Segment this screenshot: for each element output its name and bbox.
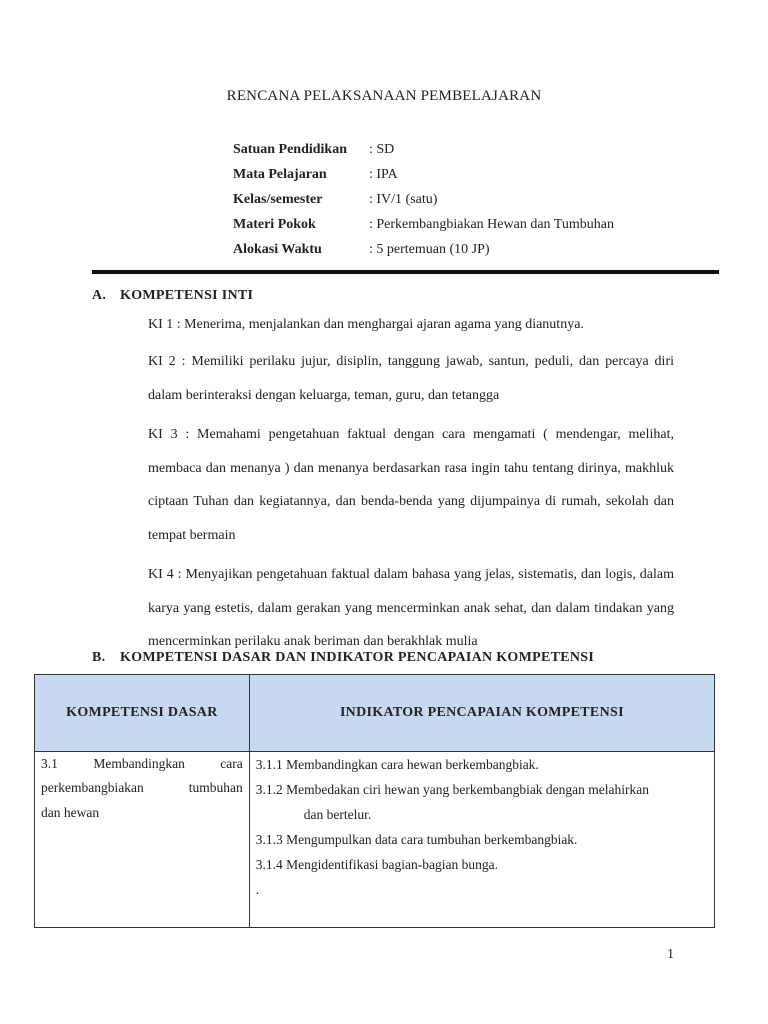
kd-cell: [35, 752, 250, 928]
section-b-letter: B.: [92, 650, 106, 665]
ki-paragraph: KI 3 : Memahami pengetahuan faktual dengan cara mengamati ( mendengar, melihat, membaca dan menanya ) dan menanya berdasarkan rasa ingin tahu tentang dirinya, makhluk ciptaan Tuhan dan kegiatannya, dan benda-benda yang dijumpainya di rumah, sekolah dan tempat bermain: [148, 427, 674, 543]
section-b-heading: [92, 650, 594, 666]
identity-row: [233, 137, 614, 162]
competency-table: [34, 674, 715, 928]
identity-value: : IV/1 (satu): [369, 191, 438, 207]
identity-row: [233, 212, 614, 237]
ki-paragraph: KI 1 : Menerima, menjalankan dan menghargai ajaran agama yang dianutnya.: [148, 317, 584, 332]
header-divider: [92, 270, 719, 274]
indicator-item: 3.1.4 Mengidentifikasi bagian-bagian bunga.: [255, 857, 498, 872]
identity-block: [233, 137, 614, 262]
section-b-title: KOMPETENSI DASAR DAN INDIKATOR PENCAPAIAN KOMPETENSI: [120, 650, 595, 665]
ki-paragraph: KI 2 : Memiliki perilaku jujur, disiplin, tanggung jawab, santun, peduli, dan percaya diri dalam berinteraksi dengan keluarga, teman, guru, dan tetangga: [148, 354, 674, 403]
indicator-item: 3.1.1 Membandingkan cara hewan berkembangbiak.: [255, 757, 539, 772]
page-number: 1: [667, 947, 674, 962]
indicator-item: .: [255, 882, 260, 897]
identity-row: [233, 187, 614, 212]
kd-line: perkembangbiakan tumbuhan: [41, 780, 243, 795]
kd-line: dan hewan: [41, 805, 100, 820]
header-indikator: INDIKATOR PENCAPAIAN KOMPETENSI: [249, 675, 714, 752]
indicator-item-continuation: dan bertelur.: [303, 807, 372, 822]
indicator-item: 3.1.3 Mengumpulkan data cara tumbuhan berkembangbiak.: [255, 832, 578, 847]
header-kompetensi-dasar: KOMPETENSI DASAR: [35, 675, 250, 752]
identity-label: Alokasi Waktu: [233, 241, 322, 257]
document-title: RENCANA PELAKSANAAN PEMBELAJARAN: [226, 88, 542, 104]
identity-label: Materi Pokok: [233, 216, 316, 232]
identity-row: [233, 162, 614, 187]
section-a-title: KOMPETENSI INTI: [120, 288, 254, 303]
identity-value: : SD: [369, 141, 395, 157]
kd-line: 3.1 Membandingkan cara: [41, 756, 243, 771]
identity-value: : Perkembangbiakan Hewan dan Tumbuhan: [369, 216, 614, 232]
table-row: [35, 752, 715, 928]
identity-label: Kelas/semester: [233, 191, 323, 207]
identity-label: Mata Pelajaran: [233, 166, 327, 182]
indicator-cell: [249, 752, 714, 928]
table-header-row: [35, 675, 715, 752]
ki-paragraph: KI 4 : Menyajikan pengetahuan faktual dalam bahasa yang jelas, sistematis, dan logis, dalam karya yang estetis, dalam gerakan yang mencerminkan anak sehat, dan dalam tindakan yang mencerminkan perilaku anak beriman dan berakhlak mulia: [148, 567, 674, 649]
section-a-heading: [92, 288, 253, 304]
identity-value: : 5 pertemuan (10 JP): [369, 241, 490, 257]
identity-label: Satuan Pendidikan: [233, 141, 347, 157]
kompetensi-inti-list: [148, 311, 674, 665]
identity-value: : IPA: [369, 166, 398, 182]
indicator-item: 3.1.2 Membedakan ciri hewan yang berkembangbiak dengan melahirkan: [255, 782, 650, 797]
section-a-letter: A.: [92, 288, 107, 303]
identity-row: [233, 237, 614, 262]
